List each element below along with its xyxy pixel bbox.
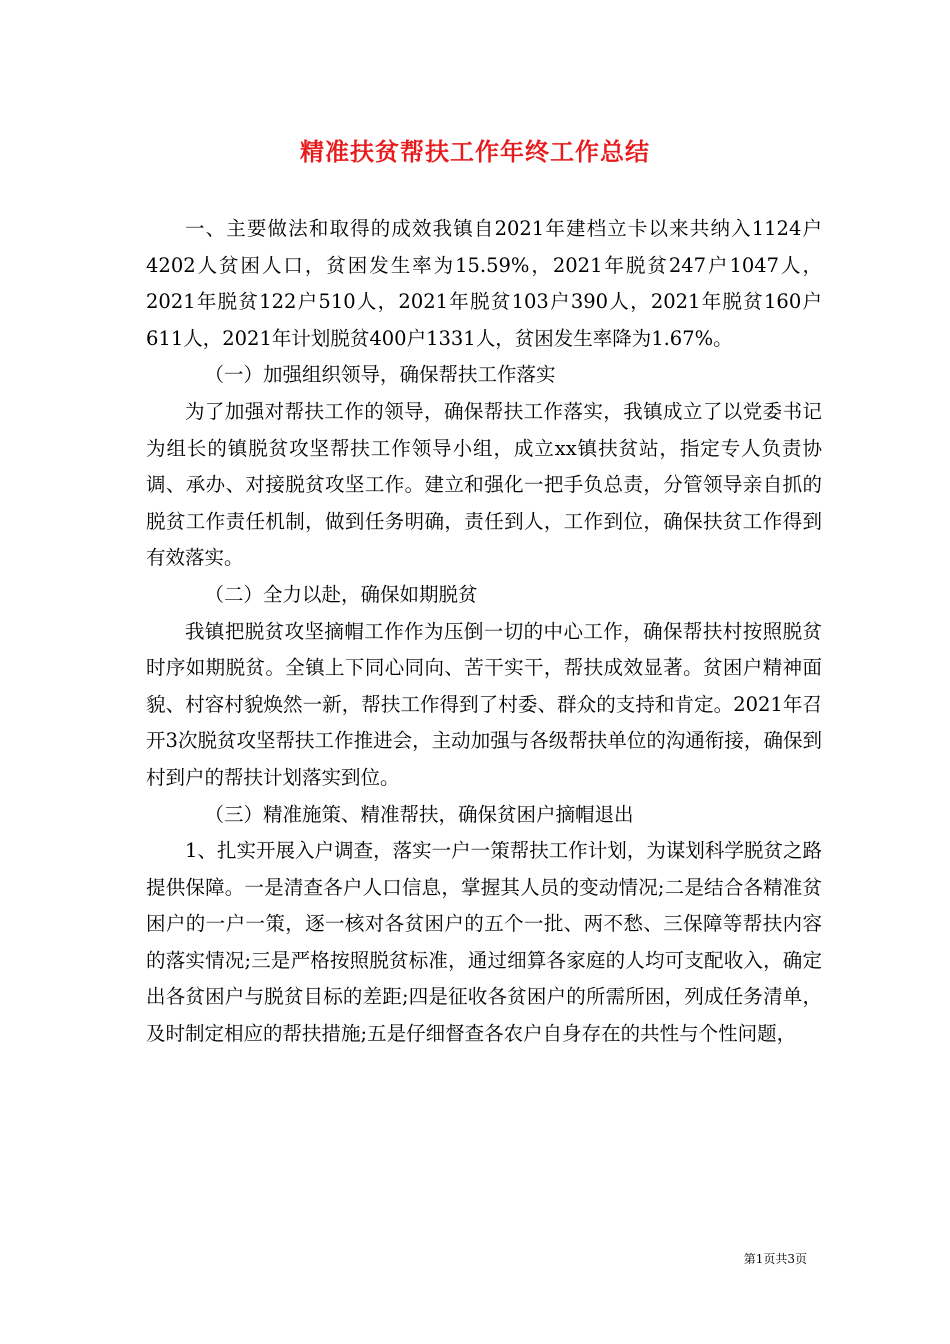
- paragraph-section-3-item-1: 1、扎实开展入户调查，落实一户一策帮扶工作计划，为谋划科学脱贫之路提供保障。一是清查各户人口信息，掌握其人员的变动情况;二是结合各精准贫困户的一户一策，逐一核对各贫困户的五个一批、两不愁、三保障等帮扶内容的落实情况;三是严格按照脱贫标准，通过细算各家庭的人均可支配收入，确定出各贫困户与脱贫目标的差距;四是征收各贫困户的所需所困，列成任务清单，及时制定相应的帮扶措施;五是仔细督查各农户自身存在的共性与个性问题，: [146, 839, 822, 1046]
- section-heading-2: （二）全力以赴，确保如期脱贫: [204, 582, 478, 606]
- section-heading-3: （三）精准施策、精准帮扶，确保贫困户摘帽退出: [204, 802, 634, 826]
- paragraph-section-1: 为了加强对帮扶工作的领导，确保帮扶工作落实，我镇成立了以党委书记为组长的镇脱贫攻坚帮扶工作领导小组，成立xx镇扶贫站，指定专人负责协调、承办、对接脱贫攻坚工作。建立和强化一把手负总责，分管领导亲自抓的脱贫工作责任机制，做到任务明确，责任到人，工作到位，确保扶贫工作得到有效落实。: [146, 399, 822, 570]
- document-body: [146, 211, 822, 1053]
- section-heading-1: （一）加强组织领导，确保帮扶工作落实: [204, 363, 556, 387]
- paragraph-section-2: 我镇把脱贫攻坚摘帽工作作为压倒一切的中心工作，确保帮扶村按照脱贫时序如期脱贫。全镇上下同心同向、苦干实干，帮扶成效显著。贫困户精神面貌、村容村貌焕然一新，帮扶工作得到了村委、群众的支持和肯定。2021年召开3次脱贫攻坚帮扶工作推进会，主动加强与各级帮扶单位的沟通衔接，确保到村到户的帮扶计划落实到位。: [146, 619, 822, 789]
- document-title: 精准扶贫帮扶工作年终工作总结: [300, 138, 650, 166]
- paragraph-intro: 一、主要做法和取得的成效我镇自2021年建档立卡以来共纳入1124户4202人贫困人口，贫困发生率为15.59%，2021年脱贫247户1047人，2021年脱贫122户510人，2021年脱贫103户390人，2021年脱贫160户611人，2021年计划脱贫400户1331人，贫困发生率降为1.67%。: [146, 217, 822, 350]
- page-number: 第1页共3页: [743, 1252, 807, 1266]
